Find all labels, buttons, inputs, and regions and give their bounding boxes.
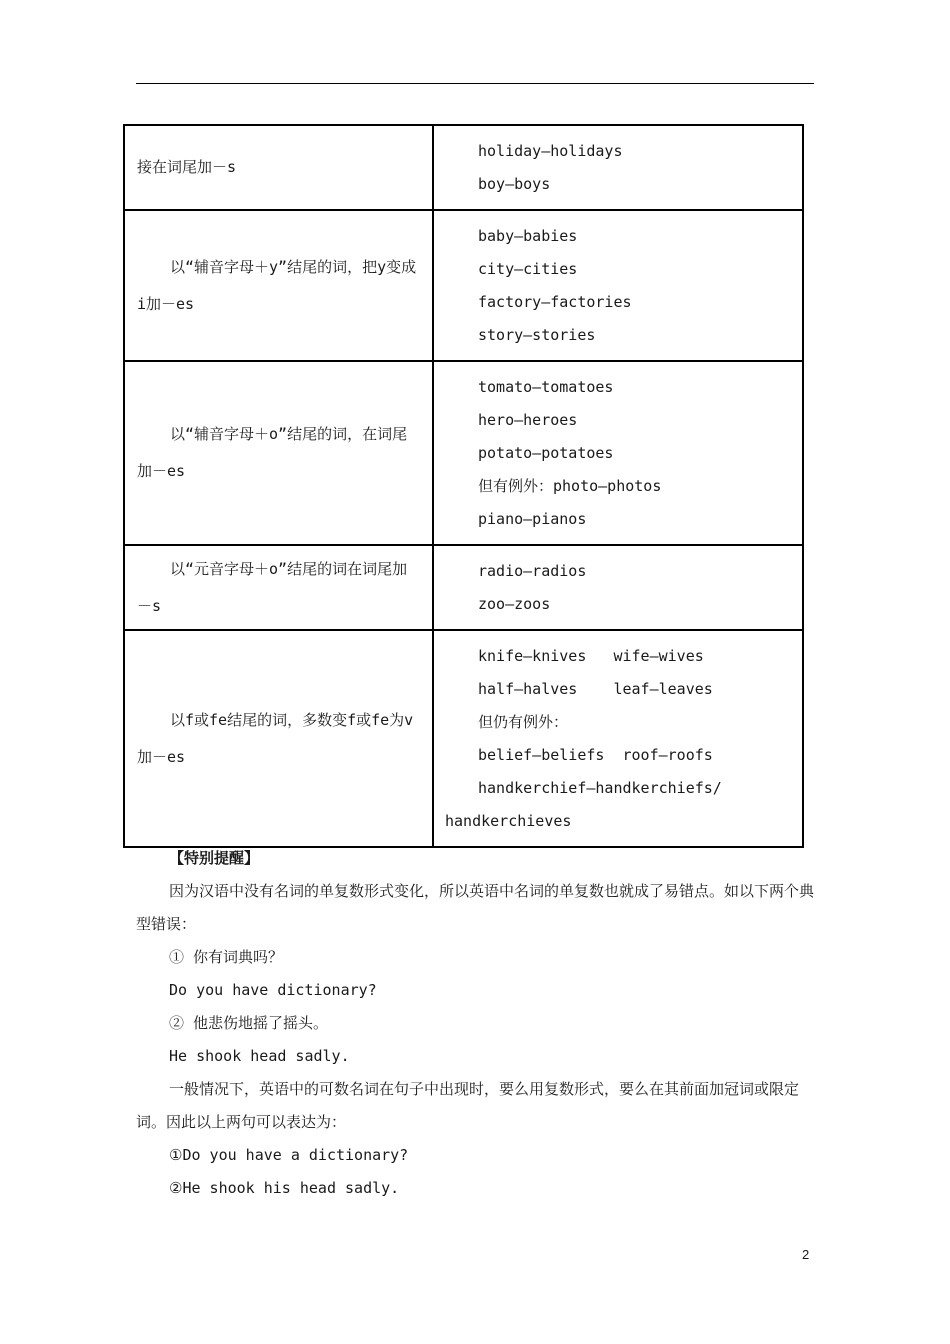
section-heading: 【特别提醒】 <box>169 849 260 867</box>
example-line: piano—pianos <box>478 510 587 528</box>
example-line: radio—radios <box>478 562 587 580</box>
rule-description: 以“元音字母＋o”结尾的词在词尾加－s <box>124 545 433 630</box>
table-row <box>124 630 803 847</box>
table-row <box>124 125 803 210</box>
example-line: factory—factories <box>478 293 632 311</box>
example-line: potato—potatoes <box>478 444 614 462</box>
example-line: baby—babies <box>478 227 578 245</box>
example-line: handkerchieves <box>445 812 572 830</box>
table-row <box>124 361 803 545</box>
table-row <box>124 210 803 361</box>
explanation-paragraph: 一般情况下，英语中的可数名词在句子中出现时，要么用复数形式，要么在其前面加冠词或限定词。因此以上两句可以表达为： <box>136 1080 800 1131</box>
rule-description: 接在词尾加－s <box>124 125 433 210</box>
intro-paragraph: 因为汉语中没有名词的单复数形式变化，所以英语中名词的单复数也就成了易错点。如以下两个典型错误： <box>136 882 815 933</box>
example-line: zoo—zoos <box>478 595 551 613</box>
example-line: handkerchief—handkerchiefs/ <box>478 779 722 797</box>
example-line: knife—knives wife—wives <box>478 647 704 665</box>
example-1-chinese: ① 你有词典吗？ <box>169 948 284 966</box>
example-line: story—stories <box>478 326 596 344</box>
example-line: tomato—tomatoes <box>478 378 614 396</box>
example-line: half—halves leaf—leaves <box>478 680 713 698</box>
example-line: boy—boys <box>478 175 551 193</box>
example-line: holiday—holidays <box>478 142 623 160</box>
examples-cell <box>433 361 803 545</box>
examples-cell <box>433 545 803 630</box>
examples-cell <box>433 210 803 361</box>
table-row <box>124 545 803 630</box>
rule-description: 以“辅音字母＋o”结尾的词，在词尾加－es <box>124 361 433 545</box>
example-2-chinese: ② 他悲伤地摇了摇头。 <box>169 1014 329 1032</box>
example-line: 但仍有例外： <box>478 713 569 731</box>
plural-rules-table <box>123 124 804 848</box>
example-line: hero—heroes <box>478 411 578 429</box>
page-number: 2 <box>802 1247 810 1262</box>
example-line: belief—beliefs roof—roofs <box>478 746 713 764</box>
correction-1: ①Do you have a dictionary? <box>169 1146 409 1164</box>
correction-2: ②He shook his head sadly. <box>169 1179 400 1197</box>
special-reminder-section <box>136 842 816 1205</box>
example-2-english: He shook head sadly. <box>169 1047 350 1065</box>
examples-cell <box>433 630 803 847</box>
example-1-english: Do you have dictionary? <box>169 981 377 999</box>
examples-cell <box>433 125 803 210</box>
header-rule <box>136 83 814 84</box>
example-line: city—cities <box>478 260 578 278</box>
example-line: 但有例外：photo—photos <box>478 477 662 495</box>
rule-description: 以“辅音字母＋y”结尾的词，把y变成i加－es <box>124 210 433 361</box>
rule-description: 以f或fe结尾的词，多数变f或fe为v加－es <box>124 630 433 847</box>
